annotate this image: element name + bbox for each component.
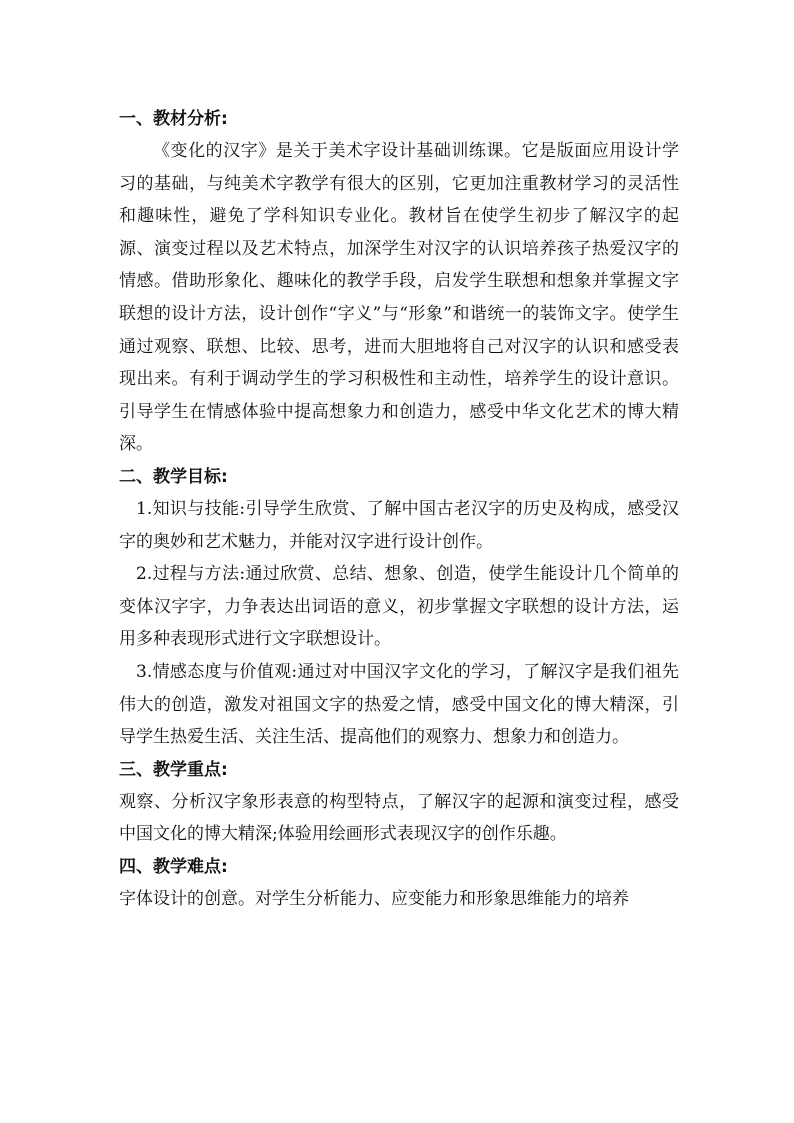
goal-item-knowledge-skills: 1.知识与技能:引导学生欣赏、了解中国古老汉字的历史及构成，感受汉字的奥妙和艺术魅力，并能对汉字进行设计创作。 [119, 498, 679, 552]
textbook-analysis-paragraph: 《变化的汉字》是关于美术字设计基础训练课。它是版面应用设计学习的基础，与纯美术字教学有很大的区别，它更加注重教材学习的灵活性和趣味性，避免了学科知识专业化。教材旨在使学生初步了解汉字的起源、演变过程以及艺术特点，加深学生对汉字的认识培养孩子热爱汉字的情感。借助形象化、趣味化的教学手段，启发学生联想和想象并掌握文字联想的设计方法，设计创作“字义”与“形象”和谐统一的装饰文字。使学生通过观察、联想、比较、思考，进而大胆地将自己对汉字的认识和感受表现出来。有利于调动学生的学习积极性和主动性，培养学生的设计意识。引导学生在情感体验中提高想象力和创造力，感受中华文化艺术的博大精深。 [119, 141, 679, 455]
teaching-focus-paragraph: 观察、分析汉字象形表意的构型特点，了解汉字的起源和演变过程，感受中国文化的博大精深;体验用绘画形式表现汉字的创作乐趣。 [119, 791, 679, 845]
teaching-difficulty-paragraph: 字体设计的创意。对学生分析能力、应变能力和形象思维能力的培养 [119, 888, 629, 909]
section-heading-teaching-focus: 三、教学重点: [119, 759, 228, 780]
goal-item-emotion-values: 3.情感态度与价值观:通过对中国汉字文化的学习，了解汉字是我们祖先伟大的创造，激发对祖国文字的热爱之情，感受中国文化的博大精深，引导学生热爱生活、关注生活、提高他们的观察力、想象力和创造力。 [119, 661, 679, 748]
section-heading-textbook-analysis: 一、教材分析: [119, 109, 228, 129]
section-heading-teaching-goals: 二、教学目标: [119, 466, 228, 487]
goal-item-process-methods: 2.过程与方法:通过欣赏、总结、想象、创造，使学生能设计几个简单的变体汉字字，力争表达出词语的意义，初步掌握文字联想的设计方法，运用多种表现形式进行文字联想设计。 [119, 564, 679, 650]
section-heading-teaching-difficulty: 四、教学难点: [119, 856, 228, 877]
document-content [119, 103, 679, 915]
